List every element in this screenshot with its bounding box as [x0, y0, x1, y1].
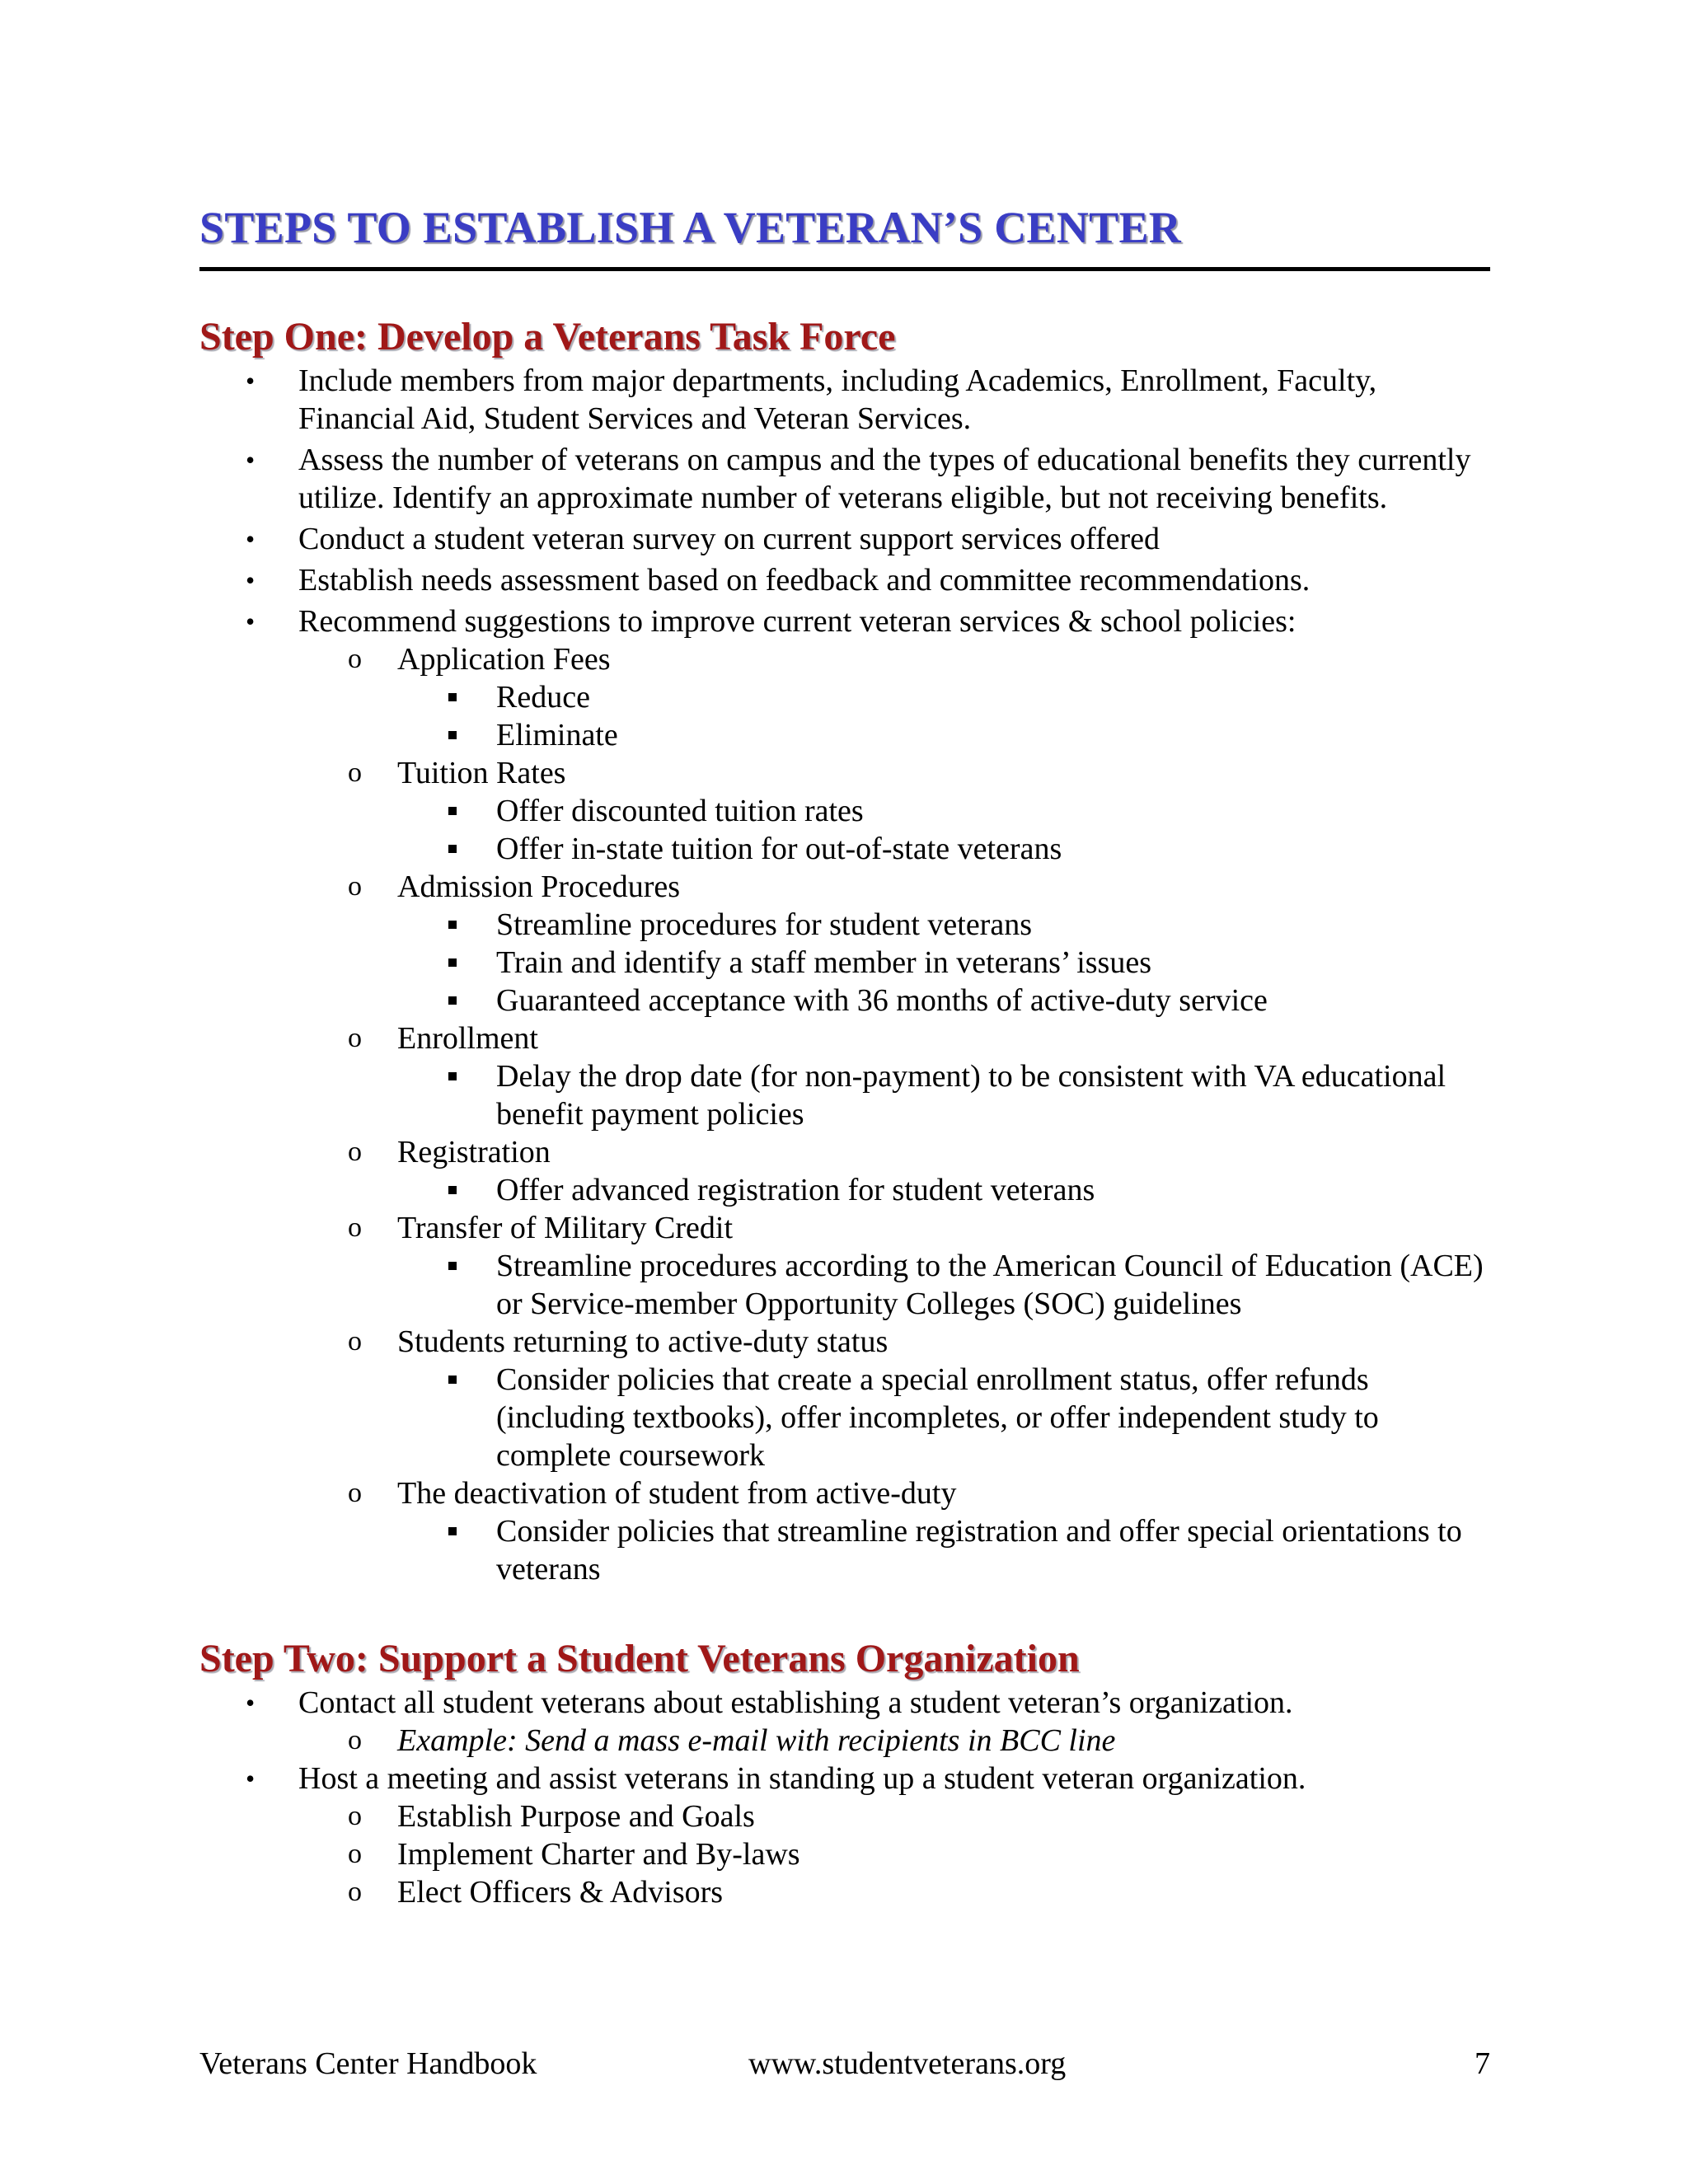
square-bullet-icon — [448, 958, 457, 967]
circle-bullet-icon: o — [348, 1725, 362, 1755]
bullet-icon: • — [246, 524, 256, 554]
bullet-icon: • — [246, 1764, 256, 1793]
bullet-icon: • — [246, 607, 256, 636]
list-item: • Recommend suggestions to improve current veteran services & school policies: o Application Fees Reduce Eliminate o Tuition Rates Offer discounted tuition rates Offer in-state tuition for out-of-state veterans o Admission Procedures Streamline procedures for student veterans Train and identify a staff member in veterans’ issues Guaranteed acceptance with 36 months of active-duty service o Enrollment Delay the drop date (for non-payment) to be consistent with VA educational benefit payment policies o Registration Offer advanced registration for student veterans o Transfer of Military Credit Streamline procedures according to the American Council of Education (ACE) or Service-member Opportunity Colleges (SOC) guidelines o Students returning to active-duty status Consider policies that create a special enrollment status, offer refunds (including textbooks), offer incompletes, or offer independent study to complete coursework o The deactivation of student from active-duty Consider policies that streamline registration and offer special orientations to veterans — [199, 602, 1490, 1588]
square-bullet-icon — [448, 1186, 457, 1194]
circle-bullet-icon: o — [348, 1801, 362, 1831]
list-item: o Admission Procedures Streamline procedures for student veterans Train and identify a staff member in veterans’ issues Guaranteed acceptance with 36 months of active-duty service — [298, 868, 1490, 1019]
square-bullet-icon — [448, 1527, 457, 1535]
page-number: 7 — [1475, 2046, 1490, 2081]
circle-bullet-icon: o — [348, 644, 362, 674]
list-item: o Establish Purpose and Goals — [348, 1799, 755, 1834]
list-item: Consider policies that streamline registration and offer special orientations to veterans — [397, 1512, 1490, 1588]
square-bullet-icon — [448, 1376, 457, 1384]
list-item: Eliminate — [397, 716, 1490, 754]
list-item: • Host a meeting and assist veterans in standing up a student veteran organization. o Establish Purpose and Goals o Implement Charter and By-laws o Elect Officers & Advisors — [199, 1760, 1490, 1911]
circle-bullet-icon: o — [348, 1839, 362, 1869]
list-item: • Assess the number of veterans on campus and the types of educational benefits they currently utilize. Identify an approximate number of veterans eligible, but not receiving benefits. — [246, 443, 1471, 515]
list-item: o Example: Send a mass e-mail with recipients in BCC line — [348, 1723, 1116, 1758]
sub-list — [397, 906, 1490, 1019]
list-item: Streamline procedures for student veterans — [397, 906, 1490, 944]
policy-list — [298, 640, 1490, 1588]
sub-list — [397, 1057, 1490, 1133]
circle-bullet-icon: o — [348, 1326, 362, 1357]
title-divider — [199, 267, 1490, 271]
list-item: Offer advanced registration for student veterans — [397, 1171, 1490, 1209]
example-list — [298, 1722, 1490, 1760]
circle-bullet-icon: o — [348, 1877, 362, 1907]
footer-url: www.studentveterans.org — [748, 2046, 1067, 2081]
step-one-heading: Step One: Develop a Veterans Task Force — [199, 315, 896, 359]
sub-list — [397, 678, 1490, 754]
list-item: Offer in-state tuition for out-of-state veterans — [397, 830, 1490, 868]
circle-bullet-icon: o — [348, 871, 362, 902]
step-two-list — [199, 1684, 1490, 1911]
list-item: o Students returning to active-duty status Consider policies that create a special enrollment status, offer refunds (including textbooks), offer incompletes, or offer independent study to complete coursework — [298, 1323, 1490, 1474]
list-item: • Include members from major departments, including Academics, Enrollment, Faculty, Financial Aid, Student Services and Veteran Services. — [246, 363, 1377, 436]
list-item: o The deactivation of student from active-duty Consider policies that streamline registration and offer special orientations to veterans — [298, 1474, 1490, 1588]
circle-bullet-icon: o — [348, 1137, 362, 1167]
list-item: Train and identify a staff member in veterans’ issues — [397, 944, 1490, 982]
bullet-icon: • — [246, 1688, 256, 1718]
sub-list — [397, 1361, 1490, 1474]
list-item: Guaranteed acceptance with 36 months of active-duty service — [397, 982, 1490, 1019]
square-bullet-icon — [448, 1262, 457, 1270]
sub-list — [397, 1512, 1490, 1588]
meeting-list — [298, 1797, 1490, 1911]
circle-bullet-icon: o — [348, 1478, 362, 1508]
circle-bullet-icon: o — [348, 1023, 362, 1053]
square-bullet-icon — [448, 807, 457, 815]
bullet-icon: • — [246, 445, 256, 475]
list-item: Offer discounted tuition rates — [397, 792, 1490, 830]
bullet-icon: • — [246, 565, 256, 595]
square-bullet-icon — [448, 731, 457, 739]
footer-title: Veterans Center Handbook — [199, 2046, 537, 2081]
list-item: o Enrollment Delay the drop date (for non-payment) to be consistent with VA educational benefit payment policies — [298, 1019, 1490, 1133]
list-item: Consider policies that create a special enrollment status, offer refunds (including textbooks), offer incompletes, or offer independent study to complete coursework — [397, 1361, 1490, 1474]
list-item: • Establish needs assessment based on feedback and committee recommendations. — [246, 563, 1311, 598]
list-item: • Conduct a student veteran survey on current support services offered — [246, 522, 1160, 556]
step-one-list — [199, 362, 1490, 1588]
sub-list — [397, 792, 1490, 868]
list-item: o Registration Offer advanced registration for student veterans — [298, 1133, 1490, 1209]
list-item: o Application Fees Reduce Eliminate — [298, 640, 1490, 754]
list-item: o Implement Charter and By-laws — [348, 1837, 800, 1872]
list-item: Delay the drop date (for non-payment) to be consistent with VA educational benefit payment policies — [397, 1057, 1490, 1133]
square-bullet-icon — [448, 1072, 457, 1080]
square-bullet-icon — [448, 845, 457, 853]
bullet-icon: • — [246, 366, 256, 396]
list-item: • Contact all student veterans about establishing a student veteran’s organization. o Example: Send a mass e-mail with recipients in BCC line — [199, 1684, 1490, 1760]
list-item: Reduce — [397, 678, 1490, 716]
page-title: STEPS TO ESTABLISH A VETERAN’S CENTER — [199, 203, 1182, 252]
step-two-heading: Step Two: Support a Student Veterans Organization — [199, 1637, 1080, 1680]
sub-list — [397, 1247, 1490, 1323]
circle-bullet-icon: o — [348, 757, 362, 788]
square-bullet-icon — [448, 921, 457, 929]
list-item: o Elect Officers & Advisors — [348, 1875, 724, 1910]
list-item: Streamline procedures according to the American Council of Education (ACE) or Service-member Opportunity Colleges (SOC) guidelines — [397, 1247, 1490, 1323]
square-bullet-icon — [448, 693, 457, 701]
page-content — [199, 198, 1490, 1911]
square-bullet-icon — [448, 996, 457, 1005]
list-item: o Tuition Rates Offer discounted tuition rates Offer in-state tuition for out-of-state veterans — [298, 754, 1490, 868]
circle-bullet-icon: o — [348, 1212, 362, 1243]
list-item: o Transfer of Military Credit Streamline procedures according to the American Council of Education (ACE) or Service-member Opportunity Colleges (SOC) guidelines — [298, 1209, 1490, 1323]
sub-list — [397, 1171, 1490, 1209]
